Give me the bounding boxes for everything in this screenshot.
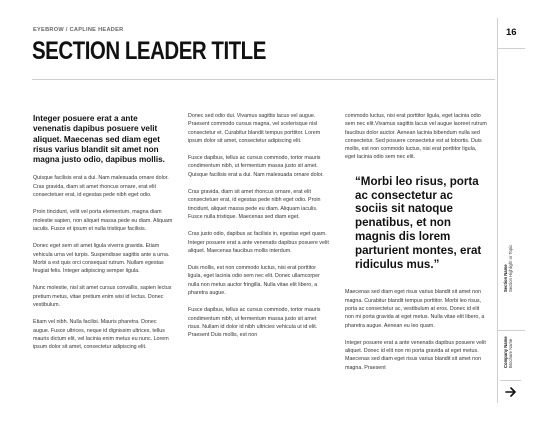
body-paragraph: Fusce dapibus, tellus ac cursus commodo, tortor mauris condimentum nibh, ut fermentum massa justo sit amet risus. Nullam id dolor id nibh ultricies vehicula ut id elit. Praesent Duis mollis, est non — [188, 307, 321, 339]
body-paragraph: Duis mollis, est non commodo luctus, nisi erat porttitor ligula, eget lacinia odio sem nec elit. Donec ullamcorper nulla non metus auctor fringilla. Nulla vitae elit libero, a pharetra augue. — [188, 265, 320, 297]
next-page-button[interactable] — [500, 380, 521, 402]
column-3 — [345, 112, 488, 381]
brochure-name: Brochure Name — [508, 338, 514, 368]
pull-quote: “Morbi leo risus, porta ac consectetur ac sociis sit natoque penatibus, et non magnis dis lorem parturient montes, erat ridiculus mus.” — [355, 174, 482, 271]
body-paragraph: Maecenas sed diam eget risus varius blandit sit amet non magna. Curabitur blandit tempus porttitor. Morbi leo risus, porta ac consectetur ac, vestibulum at eros. Donec id elit non mi porta gravida at eget metus. Nulla vitae elit libero, a pharetra augue. Aenean eu leo quam. — [345, 289, 485, 329]
arrow-right-icon — [505, 387, 517, 397]
lead-paragraph: Integer posuere erat a ante venenatis dapibus posuere velit aliquet. Maecenas sed diam eget risus varius blandit sit amet non magna justo odio, dapibus mollis. — [33, 114, 165, 165]
body-paragraph: Quisque facilisis erat a dui. Nam malesuada ornare dolor. Cras gravida, diam sit amet rhoncus ornare, erat elit consectetuer erat, id egestas pede nibh eget odio. — [33, 175, 169, 199]
company-name: Company Name — [503, 336, 508, 368]
column-1 — [33, 114, 173, 361]
section-title: SECTION LEADER TITLE — [32, 37, 266, 65]
eyebrow-header: EYEBROW / CAPLINE HEADER — [33, 27, 124, 33]
page-number: 16 — [506, 27, 517, 38]
sidebar-company-label — [503, 336, 514, 368]
body-paragraph: Donec eget sem sit amet ligula viverra gravida. Etiam vehicula urna vel turpis. Suspendisse sagittis ante a urna. Morbi a est quis orci consequat rutrum. Nullam egestas feugiat felis. Integer adipiscing semper ligula. — [33, 243, 170, 275]
body-paragraph: Cras gravida, diam sit amet rhoncus ornare, erat elit consectetuer erat, id egestas pede nibh eget odio. Proin tincidunt, aliquet massa pede eu diam. Aliquam iaculis. Fusce nulla tristique. Maecenas sed diam eget. — [188, 189, 321, 220]
header-divider — [32, 79, 495, 80]
column-2 — [188, 112, 330, 349]
body-paragraph: Fusce dapibus, tellus ac cursus commodo, tortor mauris condimentum nibh, ut fermentum massa justo sit amet. Quisque facilisis erat a dui. Nam malesuada ornare dolor. — [188, 155, 324, 178]
body-paragraph: Proin tincidunt, velit vel porta elementum, magna diam molestie sapien, non aliquet massa pede eu diam. Aliquam iaculis. Fusce et ipsum et nulla tristique facilisis. — [33, 209, 173, 232]
body-paragraph: Cras justo odio, dapibus ac facilisis in, egestas eget quam. Integer posuere erat a ante venenatis dapibus posuere velit aliquet. Maecenas faucibus mollis interdum. — [188, 231, 329, 254]
section-name: Section Name — [503, 264, 508, 292]
body-paragraph: Etiam vel nibh. Nulla facilisi. Mauris pharetra. Donec augue. Fusce ultrices, neque id dignissim ultrices, tellus mauris dictum elit, vel lacinia enim metus eu nunc. Lorem ipsum dolor sit amet, consectetur adipiscing elit. — [33, 319, 169, 351]
body-paragraph: Nunc molestie, nisl sit amet cursus convallis, sapien lectus pretium metus, vitae pretium enim wisi id lectus. Donec vestibulum. — [33, 285, 172, 309]
body-paragraph: Donec sed odio dui. Vivamus sagittis lacus vel augue. Praesent commodo cursus magna, vel scelerisque nisl consectetur et. Curabitur blandit tempus porttitor. Lorem ipsum dolor sit amet, consectetur adipiscing elit. — [188, 113, 321, 144]
sidebar-section-label — [503, 245, 514, 292]
sidebar-divider — [497, 48, 525, 49]
body-paragraph: commodo luctus, nisi erat porttitor ligula, eget lacinia odio sem nec elit.Vivamus sagittis lacus vel augue laoreet rutrum faucibus dolor auctor. Aenean lacinia bibendum nulla sed consectetur. Sed posuere consectetur est at lobortis. Duis mollis, est non commodo luctus, nisi erat porttitor ligula, eget lacinia odio sem nec elit. — [345, 113, 487, 161]
sidebar-divider — [497, 330, 525, 331]
section-topic: Section Highlight or Topic — [508, 244, 514, 292]
body-paragraph: Integer posuere erat a ante venenatis dapibus posuere velit aliquet. Donec id elit non mi porta gravida at eget metus. Maecenas sed diam eget risus varius blandit sit amet non magna. Praesent — [345, 339, 486, 371]
